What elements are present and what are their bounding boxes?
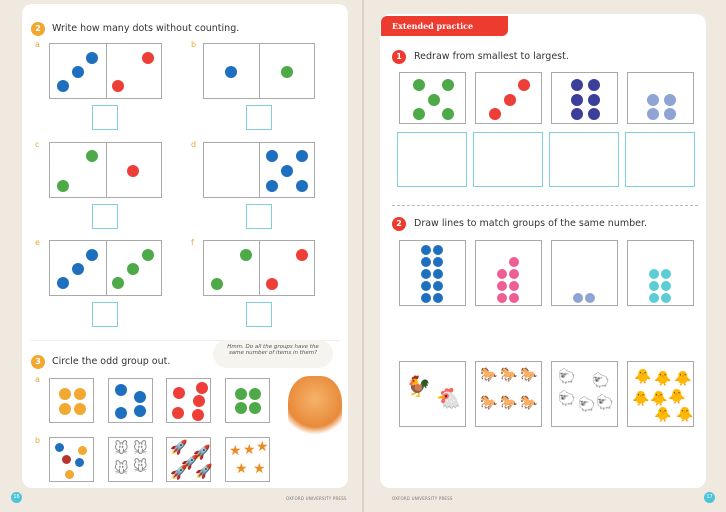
question-text: Redraw from smallest to largest. [414, 51, 569, 62]
dashed-divider [392, 205, 698, 206]
spine [362, 0, 364, 512]
question-text: Write how many dots without counting. [52, 23, 240, 34]
item-label: f [191, 238, 194, 247]
group-horses[interactable]: 🐎 🐎 🐎 🐎 🐎 🐎 [475, 361, 542, 427]
item-label: e [35, 238, 40, 247]
domino-d [203, 142, 315, 198]
horse-icon: 🐎 [480, 367, 498, 383]
rocket-icon: 🚀 [170, 440, 188, 456]
answer-box[interactable] [246, 105, 272, 130]
group-chicks[interactable]: 🐥 🐥 🐥 🐥 🐥 🐥 🐥 🐥 [627, 361, 694, 427]
item-label: c [35, 140, 40, 149]
group-green-5 [399, 72, 466, 124]
group-navy-6 [551, 72, 618, 124]
group-pink-7[interactable] [475, 240, 542, 306]
mouse-icon: 🐭 [114, 441, 129, 457]
group-blue-10[interactable] [399, 240, 466, 306]
answer-box[interactable] [92, 105, 118, 130]
speech-bubble [213, 340, 333, 368]
group-sheep[interactable]: 🐑 🐑 🐑 🐑 🐑 [551, 361, 618, 427]
star-icon: ★ [229, 443, 242, 459]
group-lilac-4 [627, 72, 694, 124]
chick-icon: 🐥 [634, 369, 652, 385]
group-blue[interactable] [108, 378, 153, 423]
redraw-box[interactable] [473, 132, 543, 187]
answer-box[interactable] [92, 204, 118, 229]
group-stars[interactable]: ★ ★ ★ ★ ★ [225, 437, 270, 482]
question-number: 2 [31, 22, 45, 36]
domino-f [203, 240, 315, 296]
item-label: b [35, 436, 41, 445]
domino-e [49, 240, 162, 296]
group-red-3 [475, 72, 542, 124]
domino-a [49, 43, 162, 99]
publisher: OXFORD UNIVERSITY PRESS [392, 496, 453, 501]
item-label: a [35, 40, 40, 49]
group-rockets[interactable]: 🚀 🚀 🚀 🚀 🚀 [166, 437, 211, 482]
question-number: 1 [392, 50, 406, 64]
answer-box[interactable] [92, 302, 118, 327]
group-orange[interactable] [49, 378, 94, 423]
answer-box[interactable] [246, 204, 272, 229]
group-balls[interactable] [49, 437, 94, 482]
redraw-box[interactable] [397, 132, 467, 187]
domino-b [203, 43, 315, 99]
group-teal-6[interactable] [627, 240, 694, 306]
publisher: OXFORD UNIVERSITY PRESS [286, 496, 347, 501]
domino-c [49, 142, 162, 198]
cat-image [288, 376, 342, 442]
question-text: Draw lines to match groups of the same number. [414, 218, 648, 229]
question-number: 3 [31, 355, 45, 369]
redraw-box[interactable] [549, 132, 619, 187]
item-label: a [35, 375, 40, 384]
group-red[interactable] [166, 378, 211, 423]
speech-text: Hmm. Do all the groups have the same number of items in them? [227, 344, 319, 356]
item-label: d [191, 140, 197, 149]
group-green[interactable] [225, 378, 270, 423]
chicken-icon: 🐓 [406, 374, 431, 398]
section-tab: Extended practice [381, 16, 508, 36]
redraw-box[interactable] [625, 132, 695, 187]
sheep-icon: 🐑 [558, 369, 576, 385]
group-mice[interactable]: 🐭 🐭 🐭 🐭 [108, 437, 153, 482]
page-number: 17 [704, 492, 715, 503]
question-number: 2 [392, 217, 406, 231]
group-lilac-2[interactable] [551, 240, 618, 306]
question-text: Circle the odd group out. [52, 356, 171, 367]
page-number: 16 [11, 492, 22, 503]
group-chickens[interactable]: 🐓 🐔 [399, 361, 466, 427]
item-label: b [191, 40, 197, 49]
answer-box[interactable] [246, 302, 272, 327]
